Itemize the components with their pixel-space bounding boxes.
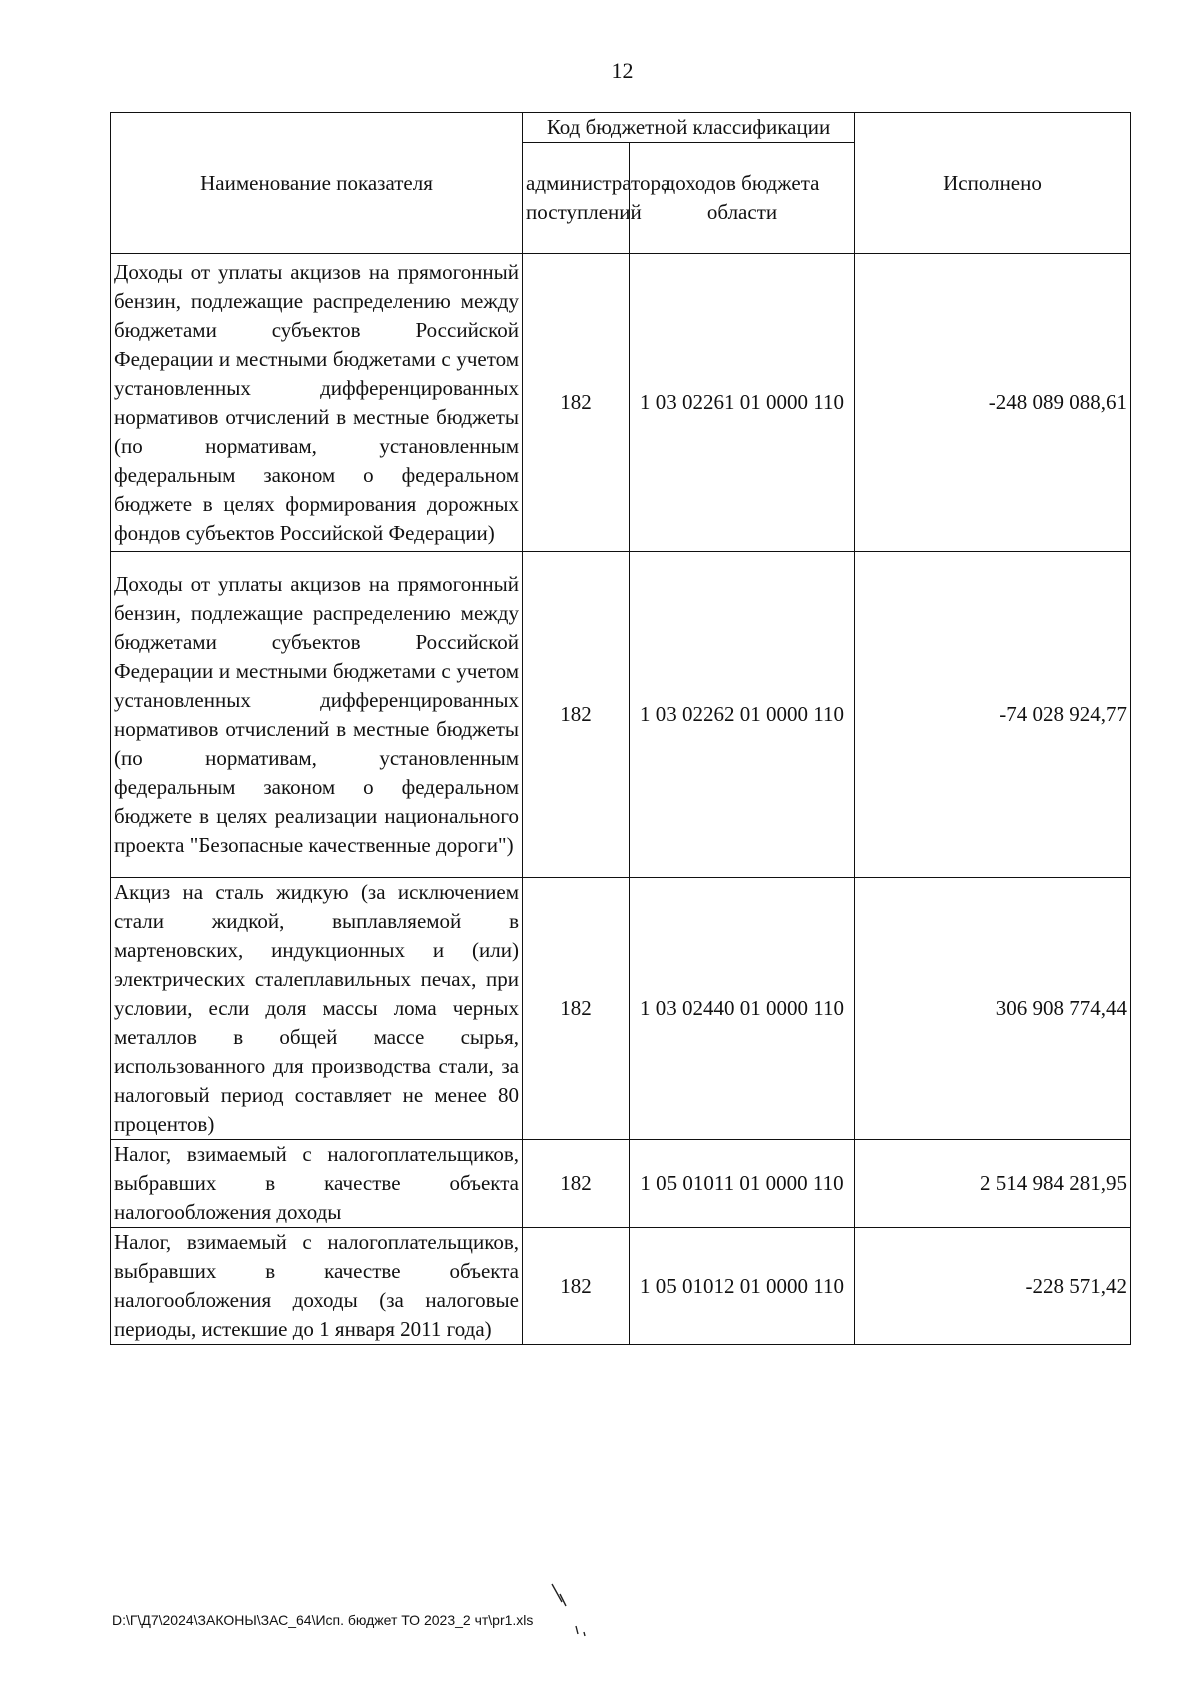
indicator-name: Акциз на сталь жидкую (за исключением стали жидкой, выплавляемой в мартеновских, индукционных и (или) электрических сталеплавильных печах, при условии, если доля массы лома черных металлов в общей массе сырья, использованного для производства стали, за налоговый период составляет не менее 80 процентов) <box>111 878 523 1140</box>
table-row <box>111 254 1131 552</box>
classification-code: 1 03 02440 01 0000 110 <box>630 878 855 1140</box>
indicator-name: Доходы от уплаты акцизов на прямогонный бензин, подлежащие распределению между бюджетами субъектов Российской Федерации и местными бюджетами с учетом установленных дифференцированных нормативов отчислений в местные бюджеты (по нормативам, установленным федеральным законом о федеральном бюджете в целях формирования дорожных фондов субъектов Российской Федерации) <box>111 254 523 552</box>
executed-amount: -228 571,42 <box>855 1228 1131 1345</box>
administrator-code: 182 <box>523 878 630 1140</box>
indicator-name: Налог, взимаемый с налогоплательщиков, выбравших в качестве объекта налогообложения доходы (за налоговые периоды, истекшие до 1 января 2011 года) <box>111 1228 523 1345</box>
executed-amount: -248 089 088,61 <box>855 254 1131 552</box>
handwritten-mark <box>548 1580 588 1640</box>
administrator-code: 182 <box>523 1140 630 1228</box>
classification-code: 1 05 01011 01 0000 110 <box>630 1140 855 1228</box>
header-administrator: администратора поступлений <box>523 143 630 254</box>
file-path-footer: D:\Г\Д7\2024\ЗАКОНЫ\ЗАС_64\Исп. бюджет ТО 2023_2 чт\pr1.xls <box>112 1612 534 1628</box>
executed-amount: 2 514 984 281,95 <box>855 1140 1131 1228</box>
indicator-name: Налог, взимаемый с налогоплательщиков, выбравших в качестве объекта налогообложения доходы <box>111 1140 523 1228</box>
administrator-code: 182 <box>523 552 630 878</box>
executed-amount: -74 028 924,77 <box>855 552 1131 878</box>
executed-amount: 306 908 774,44 <box>855 878 1131 1140</box>
header-classification: Код бюджетной классификации <box>523 113 855 143</box>
header-name: Наименование показателя <box>111 113 523 254</box>
classification-code: 1 03 02261 01 0000 110 <box>630 254 855 552</box>
header-executed: Исполнено <box>855 113 1131 254</box>
page-number: 12 <box>611 58 634 83</box>
table-row <box>111 1140 1131 1228</box>
header-revenue-code: доходов бюджета области <box>630 143 855 254</box>
administrator-code: 182 <box>523 254 630 552</box>
classification-code: 1 05 01012 01 0000 110 <box>630 1228 855 1345</box>
classification-code: 1 03 02262 01 0000 110 <box>630 552 855 878</box>
administrator-code: 182 <box>523 1228 630 1345</box>
indicator-name: Доходы от уплаты акцизов на прямогонный бензин, подлежащие распределению между бюджетами субъектов Российской Федерации и местными бюджетами с учетом установленных дифференцированных нормативов отчислений в местные бюджеты (по нормативам, установленным федеральным законом о федеральном бюджете в целях реализации национального проекта "Безопасные качественные дороги") <box>111 552 523 878</box>
table-row <box>111 552 1131 878</box>
table-row <box>111 1228 1131 1345</box>
header-row-main <box>111 113 1131 143</box>
budget-table <box>110 112 1131 1345</box>
table-row <box>111 878 1131 1140</box>
